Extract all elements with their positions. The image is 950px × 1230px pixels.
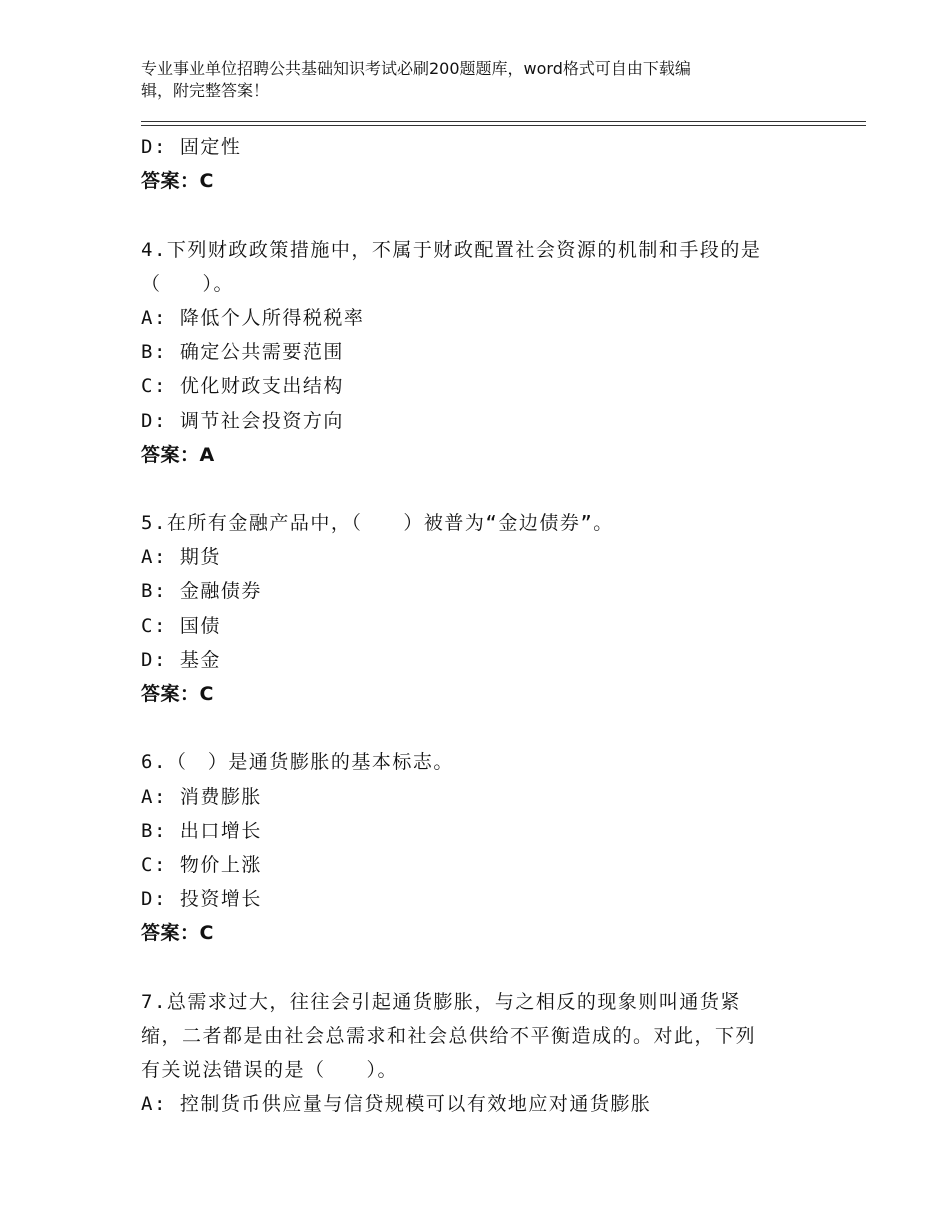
- option-b: B: 出口增长: [141, 819, 262, 842]
- option-d: D: 调节社会投资方向: [141, 409, 344, 432]
- option-b: B: 金融债券: [141, 580, 262, 603]
- question-text-continued: 有关说法错误的是（ ）。: [141, 1059, 399, 1082]
- header-divider-top: [141, 121, 866, 122]
- header-divider-bottom: [141, 125, 866, 126]
- option-c: C: 优化财政支出结构: [141, 375, 344, 398]
- answer-label: 答案：C: [141, 922, 214, 945]
- question-text: 7.总需求过大，往往会引起通货膨胀，与之相反的现象则叫通货紧: [141, 990, 741, 1013]
- option-b: B: 确定公共需要范围: [141, 341, 344, 364]
- answer-label: 答案：A: [141, 443, 215, 466]
- question-list: [141, 130, 841, 1121]
- answer-label: 答案：C: [141, 683, 214, 705]
- question-text-continued: 缩，二者都是由社会总需求和社会总供给不平衡造成的。对此，下列: [141, 1024, 757, 1047]
- question-text: 6.（ ）是通货膨胀的基本标志。: [141, 751, 454, 774]
- option-c: C: 国债: [141, 614, 221, 637]
- option-d: D: 固定性: [141, 136, 242, 158]
- option-d: D: 基金: [141, 648, 221, 671]
- option-d: D: 投资增长: [141, 888, 262, 911]
- option-a: A: 控制货币供应量与信贷规模可以有效地应对通货膨胀: [141, 1093, 652, 1116]
- question-text-continued: （ ）。: [141, 272, 235, 295]
- answer-label: 答案：C: [141, 170, 214, 193]
- document-header: [141, 58, 821, 102]
- option-a: A: 降低个人所得税税率: [141, 306, 365, 329]
- question-block-4: [141, 233, 841, 472]
- question-block-5: [141, 506, 841, 711]
- question-block-6: [141, 745, 841, 950]
- question-text: 4.下列财政政策措施中，不属于财政配置社会资源的机制和手段的是: [141, 238, 762, 261]
- header-line-2: 辑，附完整答案！: [141, 81, 270, 100]
- question-block-7: [141, 985, 841, 1122]
- option-c: C: 物价上涨: [141, 853, 262, 876]
- option-a: A: 期货: [141, 546, 221, 569]
- header-line-1: 专业事业单位招聘公共基础知识考试必刷200题题库，word格式可自由下载编: [141, 59, 691, 78]
- question-text: 5.在所有金融产品中，（ ）被普为“金边债券”。: [141, 512, 614, 535]
- option-a: A: 消费膨胀: [141, 785, 262, 808]
